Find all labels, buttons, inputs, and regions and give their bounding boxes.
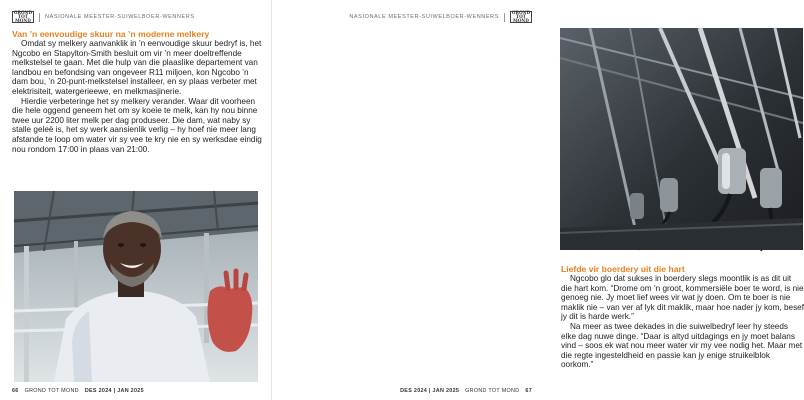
right-header (349, 11, 532, 23)
right-paragraph-2: Na meer as twee dekades in die suiwelbedryf leer hy steeds elke dag nuwe dinge. “Daar is altyd uitdagings en jy moet balans vind – soos ek wat nou meer water vir my vee nodig het. Maar met die regte ingesteldheid en passie kan jy enige struikelblok oorkom.” (561, 321, 803, 370)
left-page (0, 0, 272, 400)
section-title-right: NASIONALE MEESTER-SUIWELBOER-WENNERS (349, 14, 499, 20)
right-body (561, 274, 804, 370)
page-number-right: 67 (525, 388, 532, 394)
magazine-name-right: GROND TOT MOND (465, 388, 520, 394)
logo-line-2: TOT (516, 13, 526, 19)
right-paragraph-1: Ngcobo glo dat sukses in boerdery slegs moontlik is as dit uit die hart kom. “Drome om ’n groot, kommersiële boer te word, is nie genoeg nie. Jy moet lief wees vir wat jy doen. Om te boer is nie maklik nie – van ver af lyk dit maklik, maar hoe nader jy kom, besef jy dit is harde werk.” (561, 274, 804, 322)
left-header (12, 11, 195, 23)
header-divider (504, 13, 505, 22)
left-paragraph-1: Omdat sy melkery aanvanklik in ’n eenvoudige skuur bedryf is, het Ngcobo en Stapylton-Smith besluit om vir ’n meer doeltreffende melkstelsel te gaan. Met die hulp van die plaaslike departement van landbou en befondsing van ongeveer R11 miljoen, kon Ngcobo ’n dam bou, ’n 20-punt-melkstelsel installeer, en sy plaas verbeter met elektrisiteit, watergerieewe, en melkmasjinerie. (12, 39, 262, 96)
logo-line-1: GROND (511, 9, 531, 15)
logo-line-3: MOND (15, 18, 31, 24)
header-divider (39, 13, 40, 22)
magazine-logo (12, 11, 34, 23)
issue-date-left: DES 2024 | JAN 2025 (84, 388, 144, 394)
left-heading: Van ’n eenvoudige skuur na ’n moderne melkery (12, 29, 210, 39)
logo-line-3: MOND (513, 18, 529, 24)
left-paragraph-2: Hierdie verbeteringe het sy melkery verander. Waar dit voorheen die hele oggend geneem het om sy koeie te melk, kan hy nou binne twee uur 2200 liter melk per dag produseer. Die dam, wat naby sy stalle geleë is, het sy werk aansienlik verlig – hy hoef nie meer lang afstande te loop om water vir sy vee te kry nie en sy werksdae eindig nou rondom 17:00 in plaas van 21:00. (12, 96, 262, 154)
issue-date-right: DES 2024 | JAN 2025 (400, 388, 460, 394)
right-heading: Liefde vir boerdery uit die hart (561, 264, 685, 274)
logo-line-1: GROND (13, 9, 33, 15)
magazine-name-left: GROND TOT MOND (24, 388, 79, 394)
left-footer (12, 388, 144, 394)
magazine-logo (510, 11, 532, 23)
right-page (272, 0, 804, 400)
farmer-portrait-photo (14, 191, 258, 382)
page-number-left: 66 (12, 388, 19, 394)
logo-line-2: TOT (18, 13, 28, 19)
right-footer (400, 388, 532, 394)
milking-parlour-photo (560, 28, 803, 250)
left-body (12, 39, 264, 154)
section-title-left: NASIONALE MEESTER-SUIWELBOER-WENNERS (45, 14, 195, 20)
